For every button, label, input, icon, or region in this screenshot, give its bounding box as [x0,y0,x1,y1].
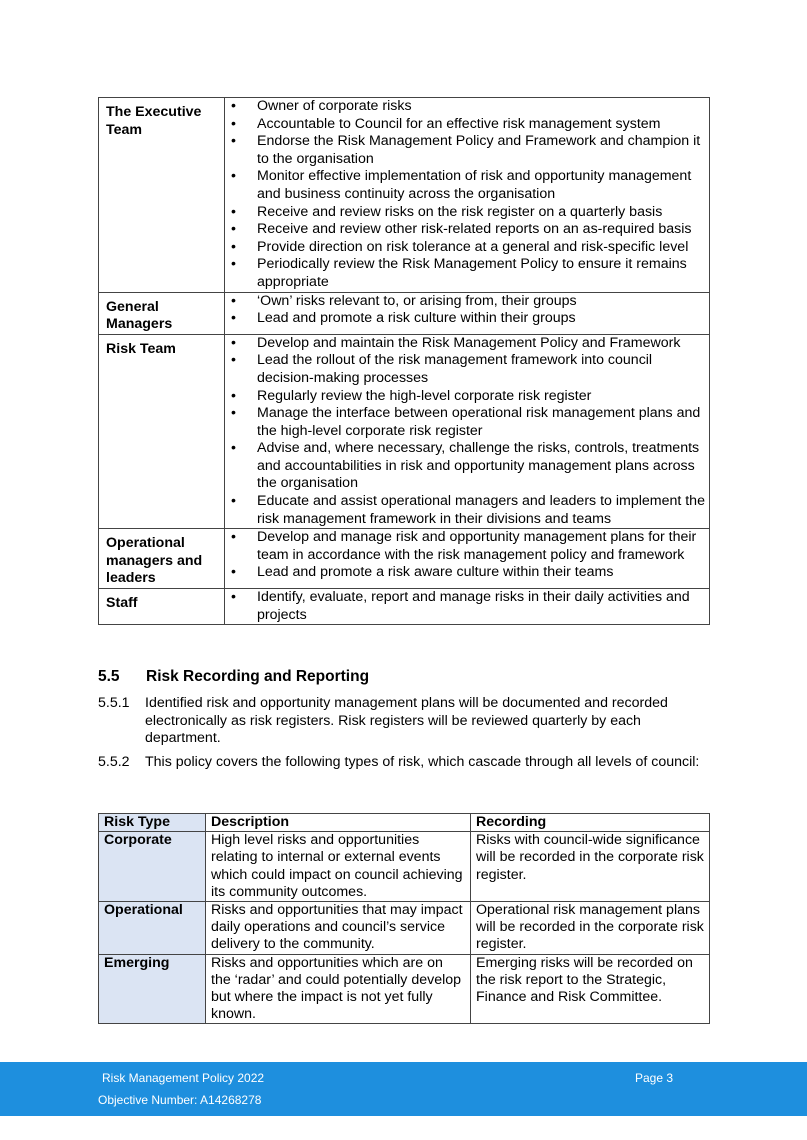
table-row [99,334,710,529]
footer-page-number: Page 3 [635,1071,674,1085]
role-duties [225,292,710,334]
risk-type: Corporate [99,832,206,902]
role-name: Risk Team [99,334,225,529]
roles-responsibilities-table [98,97,710,625]
list-item: • Receive and review risks on the risk register on a quarterly basis [225,204,705,222]
list-item: • Receive and review other risk-related reports on an as-required basis [225,221,705,239]
column-header: Recording [471,814,710,832]
section-number: 5.5 [98,668,120,685]
list-item: • Develop and manage risk and opportunity management plans for their team in accordance with the risk management policy and framework [225,529,705,564]
duty-list [225,529,705,582]
list-item: • Lead the rollout of the risk management framework into council decision-making processes [225,352,705,387]
list-item: • Identify, evaluate, report and manage risks in their daily activities and projects [225,589,705,624]
column-header: Description [206,814,471,832]
list-item: • Endorse the Risk Management Policy and Framework and champion it to the organisation [225,133,705,168]
section-heading [98,668,369,686]
risk-type: Emerging [99,954,206,1024]
list-item: • Educate and assist operational managers and leaders to implement the risk management framework in their divisions and teams [225,493,705,528]
list-item: • Advise and, where necessary, challenge the risks, controls, treatments and accountabilities in risk and opportunity management plans across the organisation [225,440,705,493]
table-row [99,529,710,589]
footer-document-title: Risk Management Policy 2022 [102,1071,265,1085]
role-name: Staff [99,589,225,625]
role-duties [225,98,710,293]
role-name: The Executive Team [99,98,225,293]
table-row [99,589,710,625]
risk-type: Operational [99,902,206,955]
role-name: General Managers [99,292,225,334]
table-row [99,902,710,955]
list-item: • Periodically review the Risk Management Policy to ensure it remains appropriate [225,256,705,291]
duty-list [225,98,705,292]
risk-types-table [98,813,710,1024]
list-item: • Owner of corporate risks [225,98,705,116]
paragraph-number: 5.5.1 [98,695,130,711]
table-row [99,292,710,334]
list-item: • Manage the interface between operational risk management plans and the high-level corporate risk register [225,405,705,440]
list-item: • Accountable to Council for an effective risk management system [225,116,705,134]
list-item: • ‘Own’ risks relevant to, or arising from, their groups [225,293,705,311]
list-item: • Lead and promote a risk aware culture within their teams [225,564,705,582]
risk-description: Risks and opportunities which are on the ‘radar’ and could potentially develop but where the impact is not yet fully known. [206,954,471,1024]
role-duties [225,529,710,589]
list-item: • Monitor effective implementation of risk and opportunity management and business continuity across the organisation [225,168,705,203]
duty-list [225,293,705,328]
list-item: • Lead and promote a risk culture within their groups [225,310,705,328]
footer-objective-number: Objective Number: A14268278 [98,1093,262,1107]
role-name: Operational managers and leaders [99,529,225,589]
column-header: Risk Type [99,814,206,832]
risk-description: High level risks and opportunities relating to internal or external events which could impact on council achieving its community outcomes. [206,832,471,902]
risk-recording: Emerging risks will be recorded on the risk report to the Strategic, Finance and Risk Committee. [471,954,710,1024]
role-duties [225,589,710,625]
table-header-row [99,814,710,832]
risk-recording: Operational risk management plans will be recorded in the corporate risk register. [471,902,710,955]
risk-description: Risks and opportunities that may impact daily operations and council’s service delivery to the community. [206,902,471,955]
section-title: Risk Recording and Reporting [146,668,370,685]
table-row [99,954,710,1024]
list-item: • Develop and maintain the Risk Management Policy and Framework [225,335,705,353]
paragraph-text: Identified risk and opportunity management plans will be documented and recorded electronically as risk registers. Risk registers will be reviewed quarterly by each department. [145,695,668,746]
duty-list [225,335,705,529]
paragraph [98,695,710,748]
page-footer [0,1062,807,1116]
table-row [99,98,710,293]
table-row [99,832,710,902]
paragraph-text: This policy covers the following types of risk, which cascade through all levels of council: [145,754,700,770]
list-item: • Regularly review the high-level corporate risk register [225,388,705,406]
list-item: • Provide direction on risk tolerance at a general and risk-specific level [225,239,705,257]
risk-recording: Risks with council-wide significance will be recorded in the corporate risk register. [471,832,710,902]
paragraph-number: 5.5.2 [98,754,130,770]
duty-list [225,589,705,624]
paragraph [98,754,710,772]
role-duties [225,334,710,529]
